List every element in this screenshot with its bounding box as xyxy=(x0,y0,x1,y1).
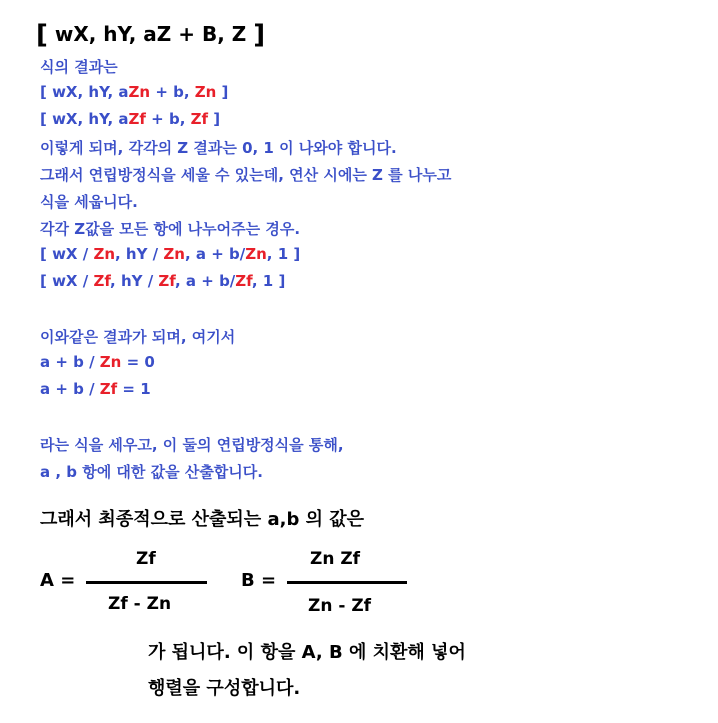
seg-zn: Zn xyxy=(194,83,217,101)
text-line-5: 그래서 연립방정식을 세울 수 있는데, 연산 시에는 Z 를 나누고 xyxy=(40,166,452,184)
formula-b-label: B = xyxy=(241,570,277,591)
seg: + b, xyxy=(150,83,195,101)
text-line-8 xyxy=(40,245,300,263)
text-line-13: 라는 식을 세우고, 이 둘의 연립방정식을 통해, xyxy=(40,436,344,454)
text-line-6: 식을 세웁니다. xyxy=(40,193,138,211)
seg-zf: Zf xyxy=(128,110,146,128)
seg-zn: Zn xyxy=(245,245,267,263)
seg: , 1 ] xyxy=(266,245,301,263)
seg-zf: Zf xyxy=(158,272,176,290)
seg: [ wX, hY, a xyxy=(40,110,129,128)
seg: a + b / xyxy=(40,380,100,398)
text-line-3 xyxy=(40,110,220,128)
conclusion-line-1: 가 됩니다. 이 항을 A, B 에 치환해 넣어 xyxy=(148,642,466,663)
formula-b-fraction-bar xyxy=(287,581,407,584)
seg: ] xyxy=(216,83,229,101)
title-close-bracket: ] xyxy=(253,20,266,50)
seg: , hY / xyxy=(110,272,159,290)
seg-zf: Zf xyxy=(99,380,118,398)
text-line-12 xyxy=(40,380,151,398)
text-line-7: 각각 Z값을 모든 항에 나누어주는 경우. xyxy=(40,220,301,238)
formula-b-denominator: Zn - Zf xyxy=(308,596,372,616)
seg-zn: Zn xyxy=(163,245,185,263)
seg: [ wX / xyxy=(40,272,94,290)
seg: , 1 ] xyxy=(251,272,286,290)
text-line-14: a , b 항에 대한 값을 산출합니다. xyxy=(40,463,263,481)
text-line-10: 이와같은 결과가 되며, 여기서 xyxy=(40,328,236,346)
seg-zn: Zn xyxy=(99,353,122,371)
formula-a-fraction-bar xyxy=(86,581,207,584)
seg: [ wX / xyxy=(40,245,94,263)
section-heading: 그래서 최종적으로 산출되는 a,b 의 값은 xyxy=(40,509,365,530)
formula-a-numerator: Zf xyxy=(136,549,156,569)
seg: , hY / xyxy=(115,245,164,263)
seg: a + b / xyxy=(40,353,100,371)
conclusion-line-2: 행렬을 구성합니다. xyxy=(148,678,301,699)
seg: , a + b/ xyxy=(175,272,236,290)
seg-zf: Zf xyxy=(235,272,252,290)
seg-zf: Zf xyxy=(190,110,209,128)
seg-zn: Zn xyxy=(93,245,115,263)
text-line-2 xyxy=(40,83,228,101)
formula-a-denominator: Zf - Zn xyxy=(108,594,172,614)
text-line-1: 식의 결과는 xyxy=(40,58,118,76)
seg-zn: Zn xyxy=(128,83,151,101)
seg-zf: Zf xyxy=(93,272,111,290)
title-text: wX, hY, aZ + B, Z xyxy=(47,22,254,46)
seg: = 0 xyxy=(121,353,155,371)
text-line-9 xyxy=(40,272,285,290)
text-line-11 xyxy=(40,353,155,371)
seg: , a + b/ xyxy=(184,245,246,263)
text-line-4: 이렇게 되며, 각각의 Z 결과는 0, 1 이 나와야 합니다. xyxy=(40,139,397,157)
page-title xyxy=(36,20,265,50)
title-open-bracket: [ xyxy=(36,20,48,50)
formula-b-numerator: Zn Zf xyxy=(310,549,361,569)
seg: = 1 xyxy=(117,380,151,398)
seg: + b, xyxy=(145,110,191,128)
seg: [ wX, hY, a xyxy=(40,83,129,101)
formula-a-label: A = xyxy=(40,570,76,591)
seg: ] xyxy=(208,110,221,128)
